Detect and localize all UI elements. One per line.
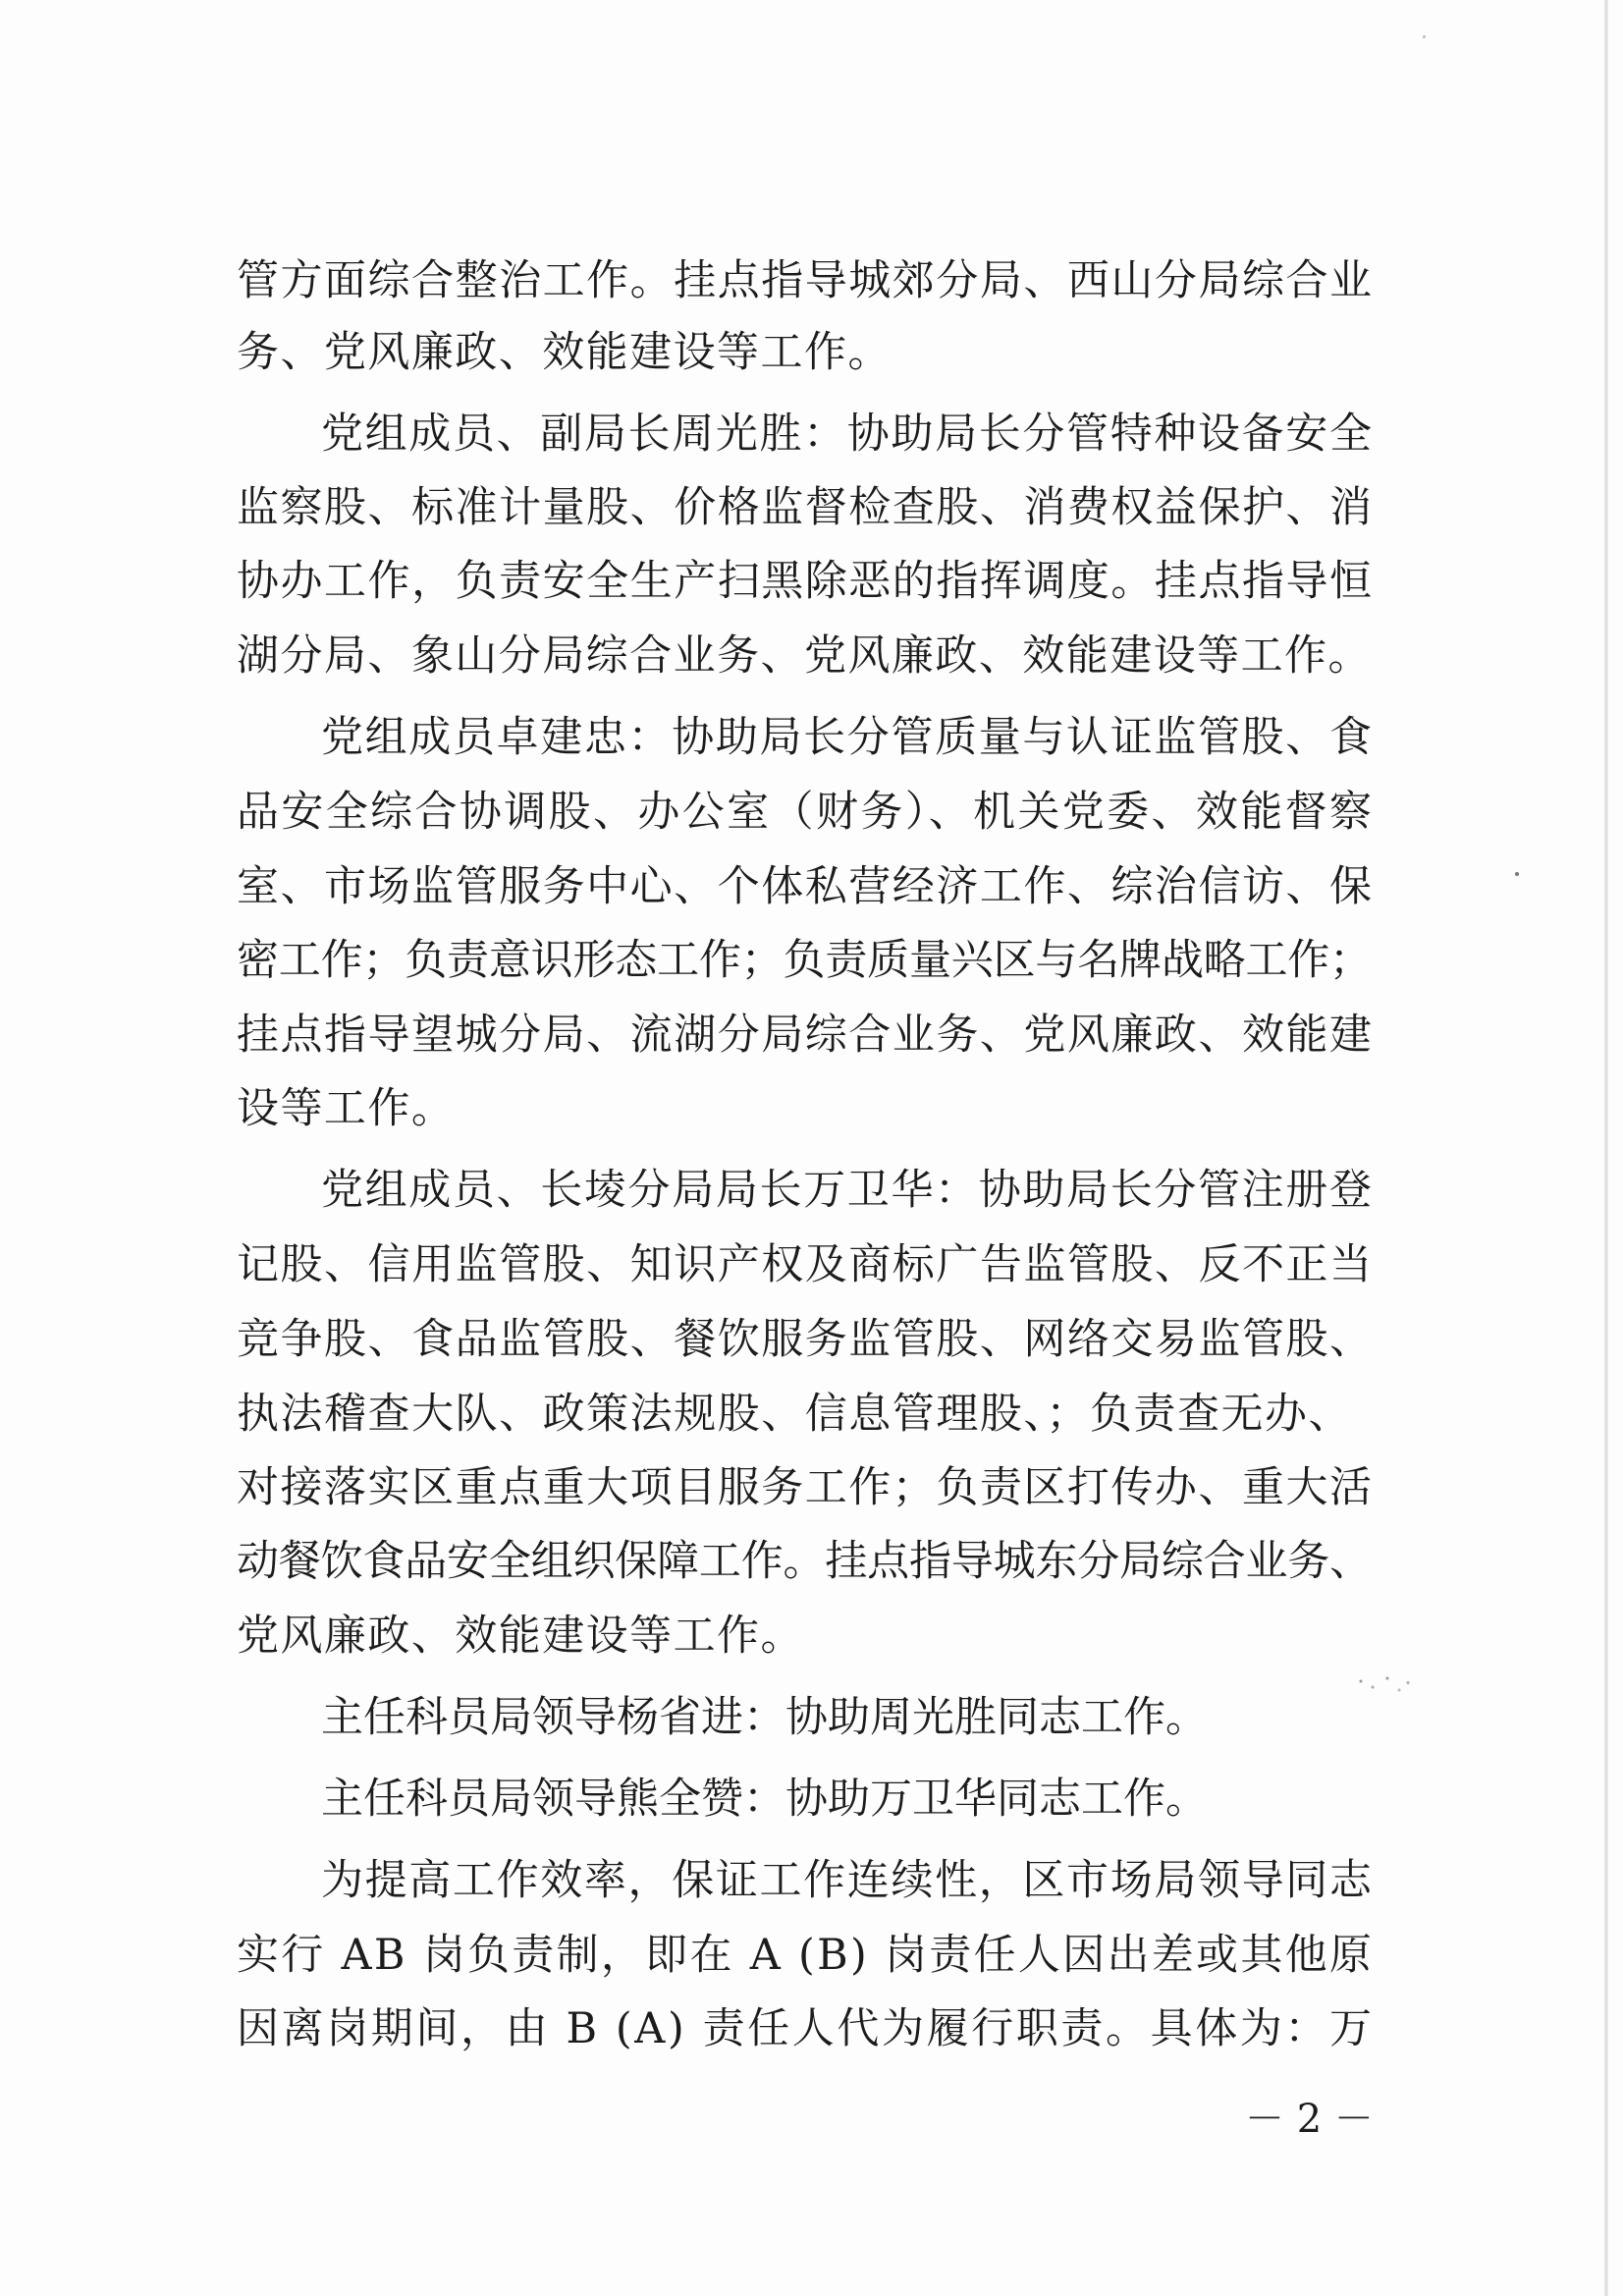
text-line: 主任科员局领导熊全赞：协助万卫华同志工作。 — [321, 1775, 1208, 1824]
text-line: 党组成员卓建忠：协助局长分管质量与认证监管股、食 — [321, 713, 1374, 762]
text-line: 湖分局、象山分局综合业务、党风廉政、效能建设等工作。 — [237, 631, 1372, 681]
text-line: 党组成员、长堎分局局长万卫华：协助局长分管注册登 — [321, 1166, 1374, 1215]
page-number: － 2 － — [1245, 2097, 1374, 2142]
text-line: 室、市场监管服务中心、个体私营经济工作、综治信访、保 — [237, 862, 1374, 911]
scan-edge — [1604, 0, 1608, 2296]
text-line: 品安全综合协调股、办公室（财务）、机关党委、效能督察 — [237, 788, 1375, 837]
text-line: 执法稽查大队、政策法规股、信息管理股、；负责查无办、 — [237, 1390, 1353, 1439]
text-line: 实行 AB 岗负责制，即在 A (B) 岗责任人因出差或其他原 — [237, 1931, 1375, 1980]
text-line: 管方面综合整治工作。挂点指导城郊分局、西山分局综合业 — [237, 256, 1374, 305]
text-line: 密工作；负责意识形态工作；负责质量兴区与名牌战略工作； — [237, 936, 1372, 985]
text-line: 因离岗期间，由 B (A) 责任人代为履行职责。具体为：万 — [237, 2004, 1375, 2053]
text-line: 设等工作。 — [237, 1084, 456, 1133]
text-line: 挂点指导望城分局、流湖分局综合业务、党风廉政、效能建 — [237, 1011, 1374, 1060]
text-line: 主任科员局领导杨省进：协助周光胜同志工作。 — [321, 1693, 1208, 1742]
text-line: 党风廉政、效能建设等工作。 — [237, 1612, 804, 1661]
text-line: 记股、信用监管股、知识产权及商标广告监管股、反不正当 — [237, 1240, 1374, 1289]
scan-speck — [1515, 872, 1519, 876]
text-line: 竞争股、食品监管股、餐饮服务监管股、网络交易监管股、 — [237, 1315, 1374, 1364]
text-line: 监察股、标准计量股、价格监督检查股、消费权益保护、消 — [237, 483, 1374, 532]
scan-noise — [1355, 1669, 1414, 1699]
scan-speck — [1423, 35, 1426, 38]
text-line: 务、党风廉政、效能建设等工作。 — [237, 328, 892, 377]
text-line: 对接落实区重点重大项目服务工作；负责区打传办、重大活 — [237, 1463, 1374, 1512]
text-line: 为提高工作效率，保证工作连续性，区市场局领导同志 — [321, 1856, 1374, 1905]
text-line: 协办工作，负责安全生产扫黑除恶的指挥调度。挂点指导恒 — [237, 557, 1374, 606]
text-line: 动餐饮食品安全组织保障工作。挂点指导城东分局综合业务、 — [237, 1537, 1372, 1586]
text-line: 党组成员、副局长周光胜：协助局长分管特种设备安全 — [321, 410, 1374, 459]
